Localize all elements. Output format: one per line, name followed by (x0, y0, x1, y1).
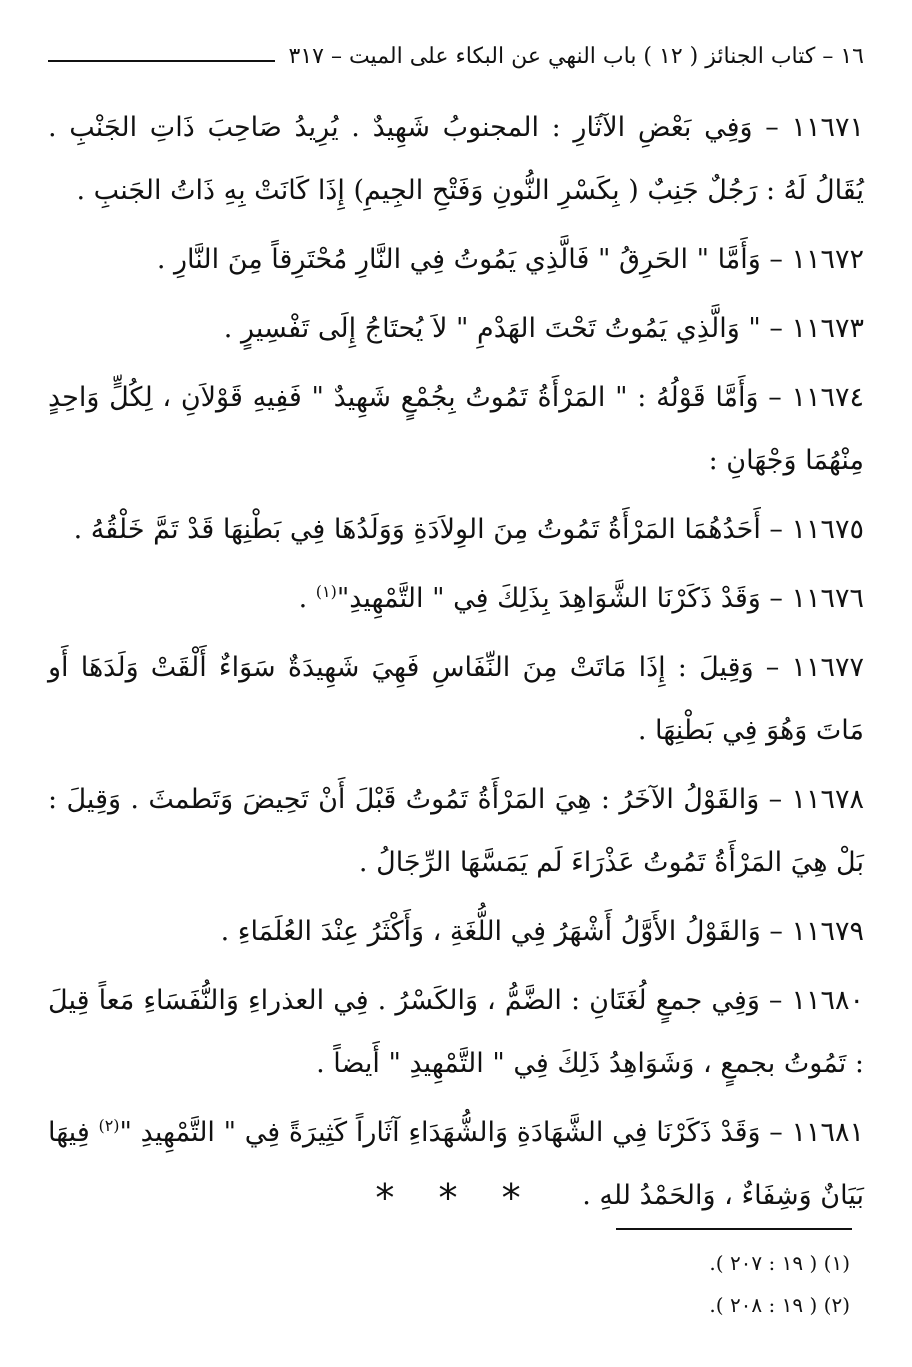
main-text (48, 96, 864, 1233)
paragraph-11674: ١١٦٧٤ – وَأَمَّا قَوْلُهُ : " المَرْأَةُ تَمُوتُ بِجُمْعٍ شَهِيدٌ " فَفِيهِ قَوْلاَنِ ، لِكُلٍّ وَاحِدٍ مِنْهُمَا وَجْهَانِ : (48, 382, 864, 476)
footnote-ref-1[interactable]: (١) (315, 582, 337, 601)
paragraph-11673: ١١٦٧٣ – " وَالَّذِي يَمُوتُ تَحْتَ الهَدْمِ " لاَ يُحتَاجُ إِلَى تَفْسِيرٍ . (223, 313, 864, 344)
footnote-1: (١) ( ١٩ : ٢٠٧ ). (709, 1251, 850, 1275)
running-header-text: ١٦ – كتاب الجنائز ( ١٢ ) باب النهي عن البكاء على الميت – ٣١٧ (288, 43, 864, 69)
header-rule (48, 60, 275, 62)
paragraph-11681-end: فِيهَا بَيَانٌ وَشِفَاءٌ ، وَالحَمْدُ للهِ . (48, 1117, 864, 1211)
paragraph-11676-end: . (298, 583, 316, 614)
paragraph-11672: ١١٦٧٢ – وَأَمَّا " الحَرِقُ " فَالَّذِي يَمُوتُ فِي النَّارِ مُحْتَرِقاً مِنَ النَّارِ . (156, 244, 864, 275)
footnote-rule (616, 1228, 852, 1230)
paragraph-11671: ١١٦٧١ – وَفِي بَعْضِ الآثَارِ : المجنوبُ شَهِيدٌ . يُرِيدُ صَاحِبَ ذَاتِ الجَنْبِ . يُقَالُ لَهُ : رَجُلٌ جَنِبٌ ( بِكَسْرِ النُّونِ وَفَتْحِ الجِيمِ) إِذَا كَانَتْ بِهِ ذَاتُ الجَنبِ . (48, 112, 864, 206)
paragraph-11681-text: ١١٦٨١ – وَقَدْ ذَكَرْنَا فِي الشَّهَادَةِ وَالشُّهَدَاءِ آثَاراً كَثِيرَةً فِي " التَّمْهِيدِ " (119, 1117, 864, 1148)
paragraph-11675: ١١٦٧٥ – أَحَدُهُمَا المَرْأَةُ تَمُوتُ مِنَ الوِلاَدَةِ وَوَلَدُهَا فِي بَطْنِهَا قَدْ تَمَّ خَلْقُهُ . (73, 514, 864, 545)
footnote-ref-2[interactable]: (٢) (98, 1116, 120, 1135)
footnote-2: (٢) ( ١٩ : ٢٠٨ ). (709, 1293, 850, 1317)
paragraph-11676-text: ١١٦٧٦ – وَقَدْ ذَكَرْنَا الشَّوَاهِدَ بِذَلِكَ فِي " التَّمْهِيدِ" (336, 583, 864, 614)
running-header (48, 36, 864, 76)
paragraph-11676 (48, 567, 864, 630)
paragraph-11679: ١١٦٧٩ – وَالقَوْلُ الأَوَّلُ أَشْهَرُ فِي اللُّغَةِ ، وَأَكْثَرُ عِنْدَ العُلَمَاءِ . (220, 916, 864, 947)
footnotes (450, 1242, 850, 1326)
paragraph-11677: ١١٦٧٧ – وَقِيلَ : إِذَا مَاتَتْ مِنَ النِّفَاسِ فَهِيَ شَهِيدَةٌ سَوَاءٌ أَلْقَتْ وَلَدَهَا أَو مَاتَ وَهُوَ فِي بَطْنِهَا . (48, 652, 864, 746)
section-separator: * * * (375, 1176, 537, 1220)
paragraph-11680: ١١٦٨٠ – وَفِي جمعٍ لُغَتَانِ : الضَّمُّ ، وَالكَسْرُ . فِي العذراءِ وَالنُّفَسَاءِ مَعاً قِيلَ : تَمُوتُ بجمعٍ ، وَشَوَاهِدُ ذَلِكَ فِي " التَّمْهِيدِ " أَيضاً . (48, 985, 864, 1079)
paragraph-11678: ١١٦٧٨ – وَالقَوْلُ الآخَرُ : هِيَ المَرْأَةُ تَمُوتُ قَبْلَ أَنْ تَحِيضَ وَتَطمثَ . وَقِيلَ : بَلْ هِيَ المَرْأَةُ تَمُوتُ عَذْرَاءَ لَم يَمَسَّهَا الرِّجَالُ . (48, 784, 864, 878)
